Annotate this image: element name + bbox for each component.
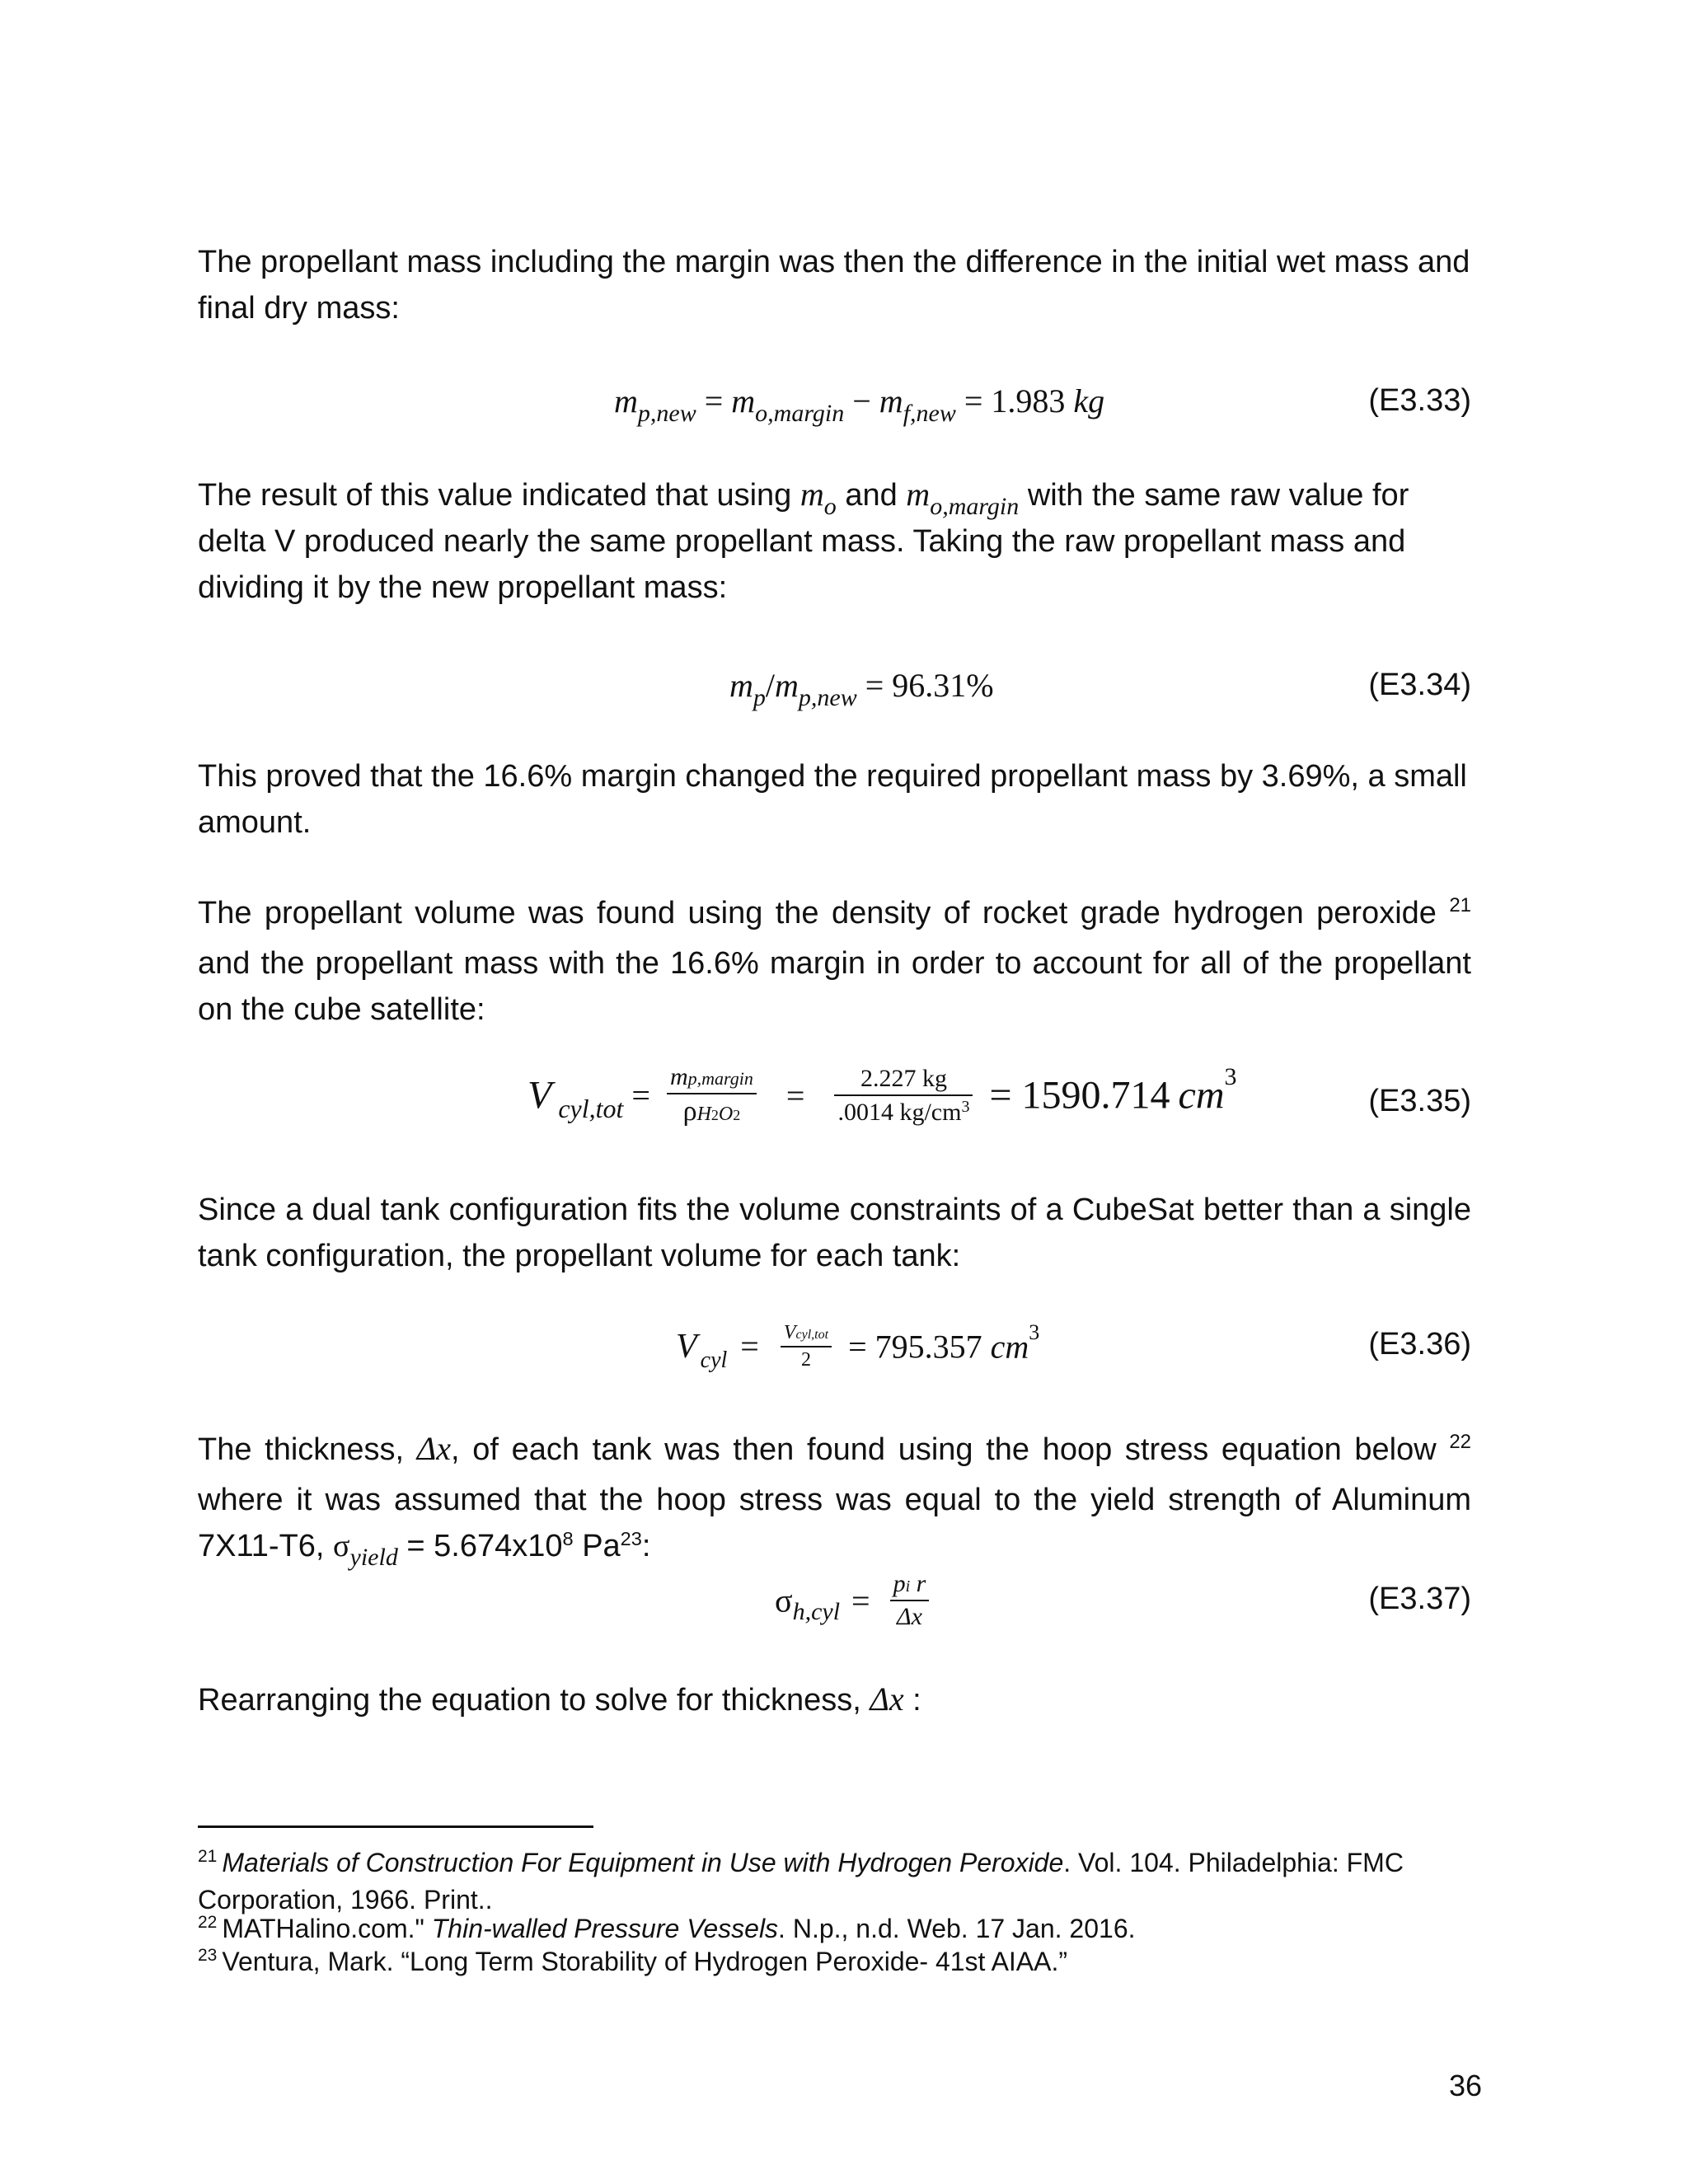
eq37-p-sub: i xyxy=(905,1577,911,1596)
footnote-separator xyxy=(198,1825,593,1828)
eq33-minus: − xyxy=(852,382,871,419)
equation-number-e3-34: (E3.34) xyxy=(1368,668,1471,702)
equation-e3-33-body xyxy=(614,382,1105,427)
para2-text-c: with the same raw value for delta V produced nearly the same propellant mass. Taking the raw propellant mass and dividing it by the new propellant mass: xyxy=(198,478,1409,605)
eq34-result: = 96.31% xyxy=(865,667,994,704)
footnote-21 xyxy=(198,1846,1484,1916)
footnote-22-mark: 22 xyxy=(198,1913,218,1932)
eq35-f2-den: .0014 kg/cm xyxy=(837,1098,962,1126)
para2-m-o-margin-sub: o,margin xyxy=(930,492,1020,520)
equation-number-e3-35: (E3.35) xyxy=(1368,1084,1471,1118)
para6-exponent: 8 xyxy=(562,1528,574,1550)
paragraph-propellant-volume xyxy=(198,890,1471,1033)
para7-colon: : xyxy=(912,1683,921,1718)
eq36-unit-sup: 3 xyxy=(1029,1320,1040,1344)
para6-text-b: , of each tank was then found using the hoop stress equation below xyxy=(451,1432,1437,1467)
eq35-f2-num: 2.227 kg xyxy=(834,1065,973,1096)
eq33-term2: m xyxy=(879,382,903,419)
eq34-m-sub: p xyxy=(753,683,766,711)
eq33-lhs: m xyxy=(614,382,638,419)
eq33-term1-sub: o,margin xyxy=(755,399,845,427)
para2-m-o-sub: o xyxy=(823,492,837,520)
eq36-unit: cm xyxy=(990,1328,1029,1366)
eq34-m: m xyxy=(729,667,753,704)
eq35-v-sub: cyl,tot xyxy=(558,1094,624,1124)
eq33-unit: kg xyxy=(1073,382,1105,419)
para2-text-a: The result of this value indicated that using xyxy=(198,478,792,513)
eq36-f-num: V xyxy=(783,1321,796,1343)
paragraph-thickness xyxy=(198,1426,1471,1569)
eq33-equals: = xyxy=(704,382,724,419)
equation-e3-37-body xyxy=(775,1570,937,1631)
footnote-23-mark: 23 xyxy=(198,1946,218,1965)
eq33-lhs-sub: p,new xyxy=(637,399,696,427)
equation-e3-35 xyxy=(198,1063,1471,1162)
eq35-f2-den-sup: 3 xyxy=(961,1097,970,1116)
eq34-m-new-sub: p,new xyxy=(798,683,857,711)
eq35-rho: ρ xyxy=(682,1096,697,1127)
eq35-result: = 1590.714 xyxy=(989,1073,1170,1118)
footnote-21-mark: 21 xyxy=(198,1847,218,1866)
para2-text-b: and xyxy=(845,478,898,513)
eq36-result: = 795.357 xyxy=(848,1328,982,1366)
eq35-f1-num: m xyxy=(669,1063,688,1090)
eq34-m-new: m xyxy=(775,667,799,704)
equation-e3-36 xyxy=(198,1319,1471,1393)
eq35-equals-1: = xyxy=(631,1076,650,1114)
footnote-ref-22: 22 xyxy=(1449,1431,1472,1453)
footnote-ref-23: 23 xyxy=(620,1528,642,1550)
eq35-rho-sub-o: O xyxy=(718,1104,734,1125)
paragraph-dual-tank: Since a dual tank configuration fits the volume constraints of a CubeSat better than a single tank configuration, the propellant volume for each tank: xyxy=(198,1193,1471,1273)
para7-delta-x: Δx xyxy=(870,1680,904,1718)
footnote-21-title: Materials of Construction For Equipment in Use with Hydrogen Peroxide xyxy=(222,1848,1064,1877)
para6-text-c: where it was assumed that the hoop stress was equal to the yield strength of Aluminum 7X11-T6, xyxy=(198,1483,1471,1563)
para4-text-a: The propellant volume was found using the density of rocket grade hydrogen peroxide xyxy=(198,896,1437,930)
para6-sigma-sub: yield xyxy=(349,1543,398,1571)
eq36-f-den: 2 xyxy=(800,1348,811,1371)
para6-sigma: σ xyxy=(333,1529,350,1563)
eq37-fraction xyxy=(890,1570,930,1631)
footnote-21-rest: . Vol. 104. Philadelphia: FMC Corporation, 1966. Print.. xyxy=(198,1848,1404,1915)
eq37-p: p xyxy=(893,1570,906,1597)
para6-text-d: = 5.674x10 xyxy=(406,1529,563,1563)
paragraph-result xyxy=(198,471,1471,611)
equation-e3-34 xyxy=(198,659,1471,742)
para6-delta-x: Δx xyxy=(416,1430,452,1467)
footnote-22-title: Thin-walled Pressure Vessels xyxy=(431,1914,779,1943)
eq33-result: = 1.983 xyxy=(964,382,1066,419)
equation-number-e3-36: (E3.36) xyxy=(1368,1327,1471,1361)
para6-text-f: : xyxy=(641,1529,651,1563)
equation-e3-35-body xyxy=(528,1063,1237,1127)
eq35-fraction-2 xyxy=(834,1065,973,1127)
eq37-r: r xyxy=(916,1570,926,1597)
para6-text-e: Pa xyxy=(582,1529,621,1563)
eq37-equals: = xyxy=(851,1582,870,1619)
para7-text-a: Rearranging the equation to solve for thickness, xyxy=(198,1683,861,1718)
paragraph-propellant-mass: The propellant mass including the margin was then the difference in the initial wet mass and final dry mass: xyxy=(198,245,1470,326)
eq37-sigma: σ xyxy=(775,1582,793,1619)
equation-e3-36-body xyxy=(676,1320,1039,1374)
para4-text-b: and the propellant mass with the 16.6% margin in order to account for all of the propellant on the cube satellite: xyxy=(198,946,1471,1027)
eq36-fraction xyxy=(781,1322,832,1371)
footnote-23-text: Ventura, Mark. “Long Term Storability of Hydrogen Peroxide- 41st AIAA.” xyxy=(222,1947,1068,1976)
eq35-equals-2: = xyxy=(785,1076,805,1114)
footnote-22-rest: . N.p., n.d. Web. 17 Jan. 2016. xyxy=(778,1914,1136,1943)
eq36-f-num-sub: cyl,tot xyxy=(795,1327,829,1342)
eq33-term2-sub: f,new xyxy=(903,399,956,427)
equation-number-e3-33: (E3.33) xyxy=(1368,383,1471,418)
eq35-f1-num-sub: p,margin xyxy=(687,1068,753,1089)
eq37-delta-x: Δx xyxy=(897,1603,922,1630)
eq35-unit: cm xyxy=(1178,1073,1225,1118)
eq35-rho-sub-2b: 2 xyxy=(733,1107,741,1123)
paragraph-margin-proof: This proved that the 16.6% margin changed the required propellant mass by 3.69%, a small amount. xyxy=(198,759,1467,840)
eq36-v: V xyxy=(676,1327,697,1366)
eq35-v: V xyxy=(528,1073,552,1118)
para2-m-o: m xyxy=(799,476,824,513)
eq36-equals: = xyxy=(740,1328,759,1366)
equation-number-e3-37: (E3.37) xyxy=(1368,1582,1471,1616)
equation-e3-34-body xyxy=(729,666,994,711)
eq35-rho-sub-h: H xyxy=(696,1104,711,1125)
equation-e3-37 xyxy=(198,1570,1471,1644)
equation-e3-33 xyxy=(198,375,1471,457)
eq36-v-sub: cyl xyxy=(700,1347,728,1373)
para2-m-o-margin: m xyxy=(906,476,931,513)
footnote-23 xyxy=(198,1945,1484,1982)
paragraph-rearranging xyxy=(198,1676,1471,1723)
eq33-term1: m xyxy=(731,382,756,419)
eq34-slash: / xyxy=(765,667,776,704)
footnote-22 xyxy=(198,1912,1484,1949)
footnote-ref-21: 21 xyxy=(1449,894,1472,916)
eq35-fraction-1 xyxy=(667,1063,757,1127)
footnote-22-pre: MATHalino.com." xyxy=(222,1914,424,1943)
para6-text-a: The thickness, xyxy=(198,1432,405,1467)
page-number: 36 xyxy=(1448,2069,1482,2102)
eq35-unit-sup: 3 xyxy=(1224,1063,1237,1091)
eq37-sigma-sub: h,cyl xyxy=(792,1598,841,1626)
eq35-rho-sub-2a: 2 xyxy=(710,1107,719,1123)
